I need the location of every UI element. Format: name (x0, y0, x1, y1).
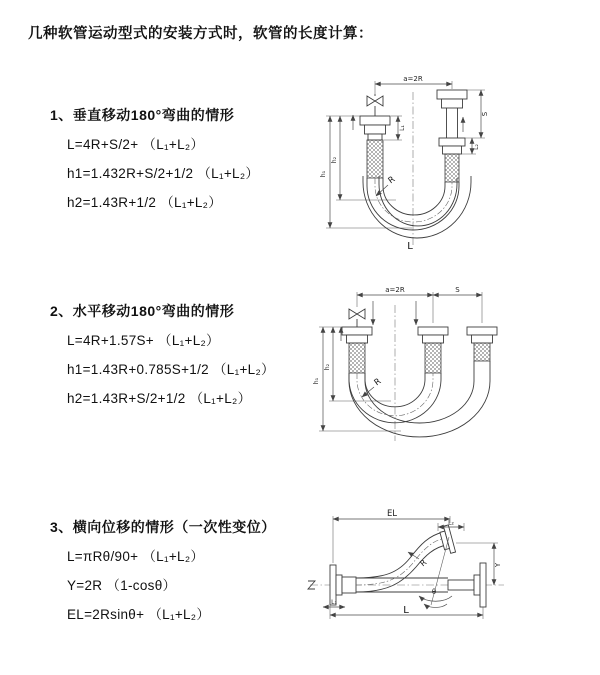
right-pipe (437, 90, 467, 182)
curved-hose (356, 525, 456, 592)
d2-dim-h1-label: h₁ (313, 377, 320, 385)
formula-l: L=4R+S/2+ （L₁+L₂） (67, 137, 205, 152)
section-3 (50, 518, 320, 623)
hose-u-bends (349, 361, 490, 437)
valve-icon (367, 94, 383, 116)
diagram-lateral-displacement (298, 503, 598, 648)
formula-h2: h2=1.43R+S/2+1/2 （L₁+L₂） (67, 391, 252, 406)
d3-dim-y-label: Y (494, 562, 502, 568)
d2-dim-s-label: S (455, 286, 460, 294)
d2-radius-label: R (372, 376, 384, 389)
diagram-horizontal-bend (305, 283, 600, 463)
formula-l: L=πRθ/90+ （L₁+L₂） (67, 549, 205, 564)
d2-dim-h2-label: h₂ (324, 363, 331, 371)
d1-dim-a-label: a=2R (403, 75, 423, 83)
dim-l (330, 605, 483, 619)
d1-dim-h2-label: h₂ (331, 156, 338, 164)
d1-dim-l2-label: L₂ (473, 144, 480, 150)
diagram-vertical-bend (312, 68, 587, 253)
section-2-heading: 2、水平移动180°弯曲的情形 (50, 303, 235, 319)
d3-dim-el-label: EL (386, 509, 398, 519)
formula-y: Y=2R （1-cosθ） (67, 578, 177, 593)
section-3-heading: 3、横向位移的情形（一次性变位） (50, 519, 276, 535)
d1-radius-label: R (386, 174, 398, 187)
formula-h1: h1=1.43R+0.785S+1/2 （L₁+L₂） (67, 362, 275, 377)
radius-leader (408, 552, 429, 568)
valve-icon (349, 309, 365, 327)
d3-theta-label: θ (431, 588, 437, 596)
d1-dim-h1-label: h₁ (320, 170, 327, 178)
d2-dim-a-label: a=2R (385, 286, 405, 294)
d1-dim-s-label: S (481, 111, 489, 117)
section-1-heading: 1、垂直移动180°弯曲的情形 (50, 107, 235, 123)
left-pipe (353, 115, 390, 178)
left-pipe (341, 301, 373, 373)
middle-pipe (416, 301, 448, 373)
section-1 (50, 106, 320, 211)
d3-dim-l1-label: L₁ (331, 599, 337, 606)
hose-u-bend (363, 176, 471, 238)
page-title: 几种软管运动型式的安装方式时，软管的长度计算： (28, 26, 373, 42)
formula-h1: h1=1.432R+S/2+1/2 （L₁+L₂） (67, 166, 260, 181)
d3-dim-l2-label: L₂ (448, 519, 454, 527)
formula-el: EL=2Rsinθ+ （L₁+L₂） (67, 607, 211, 622)
d3-length-label: L (403, 605, 409, 616)
formula-l: L=4R+1.57S+ （L₁+L₂） (67, 333, 220, 348)
dim-l1 (323, 599, 345, 607)
d3-radius-label: R (418, 557, 429, 569)
formula-h2: h2=1.43R+1/2 （L₁+L₂） (67, 195, 223, 210)
d1-dim-l1-label: L₁ (399, 125, 406, 131)
dim-s (465, 90, 489, 138)
section-2 (50, 302, 320, 407)
d1-length-label: L (407, 241, 413, 252)
dim-l2 (438, 520, 464, 532)
right-pipe (467, 327, 497, 361)
dim-a2r (357, 286, 482, 323)
